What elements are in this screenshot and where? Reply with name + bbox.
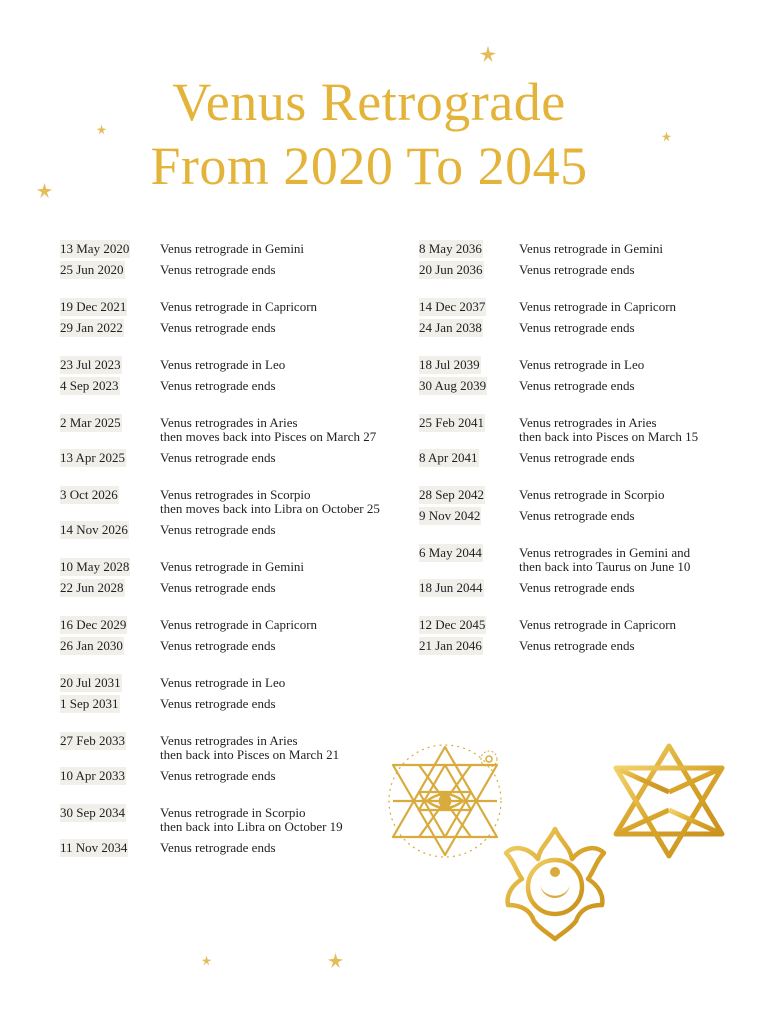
date-label: 20 Jun 2036	[419, 262, 483, 277]
event-description: Venus retrograde ends	[519, 262, 635, 277]
retrograde-end-row	[60, 696, 380, 713]
star-icon	[36, 182, 53, 199]
title-line-2: From 2020 To 2045	[150, 136, 588, 196]
retrograde-start-row	[60, 415, 380, 446]
event-description: Venus retrograde in Leo	[160, 675, 286, 690]
date-cell	[419, 299, 519, 316]
retrograde-start-row	[60, 805, 380, 836]
date-cell	[60, 262, 160, 279]
date-cell	[419, 357, 519, 374]
date-label: 30 Sep 2034	[60, 805, 125, 820]
date-cell	[60, 487, 160, 504]
event-description: Venus retrograde ends	[160, 378, 276, 393]
date-label: 18 Jul 2039	[419, 357, 480, 372]
date-label: 11 Nov 2034	[60, 840, 128, 855]
retrograde-start-row	[419, 241, 698, 258]
date-cell	[60, 241, 160, 258]
event-description: Venus retrograde ends	[519, 450, 635, 465]
event-description: Venus retrograde ends	[160, 840, 276, 855]
date-cell	[419, 638, 519, 655]
retrograde-start-row	[60, 357, 380, 374]
retrograde-entry	[419, 617, 698, 655]
event-description: Venus retrograde in Capricorn	[519, 617, 677, 632]
retrograde-end-row	[60, 840, 380, 857]
date-cell	[419, 508, 519, 525]
retrograde-start-row	[60, 487, 380, 518]
event-description: Venus retrograde in Scorpio	[519, 487, 665, 502]
event-description: Venus retrograde in Leo	[519, 357, 645, 372]
date-cell	[60, 415, 160, 432]
retrograde-end-row	[419, 378, 698, 395]
date-label: 13 Apr 2025	[60, 450, 125, 465]
event-description: Venus retrograde in Gemini	[519, 241, 664, 256]
date-label: 8 May 2036	[419, 241, 482, 256]
retrograde-entry	[60, 675, 380, 713]
retrograde-start-row	[419, 299, 698, 316]
retrograde-start-row	[419, 357, 698, 374]
date-label: 14 Dec 2037	[419, 299, 486, 314]
date-cell	[60, 559, 160, 576]
retrograde-end-row	[60, 580, 380, 597]
star-icon	[661, 131, 672, 142]
retrograde-entry	[60, 487, 380, 539]
event-description: Venus retrograde in Leo	[160, 357, 286, 372]
retrograde-entry	[60, 241, 380, 279]
retrograde-end-row	[60, 262, 380, 279]
retrograde-start-row	[419, 415, 698, 446]
date-cell	[419, 487, 519, 504]
event-description: Venus retrograde ends	[160, 320, 276, 335]
retrograde-start-row	[60, 241, 380, 258]
date-cell	[419, 450, 519, 467]
date-cell	[60, 450, 160, 467]
event-description: Venus retrograde ends	[160, 262, 276, 277]
date-cell	[60, 840, 160, 857]
date-cell	[60, 768, 160, 785]
lotus-crescent-icon	[500, 825, 610, 943]
date-label: 24 Jan 2038	[419, 320, 482, 335]
date-label: 20 Jul 2031	[60, 675, 121, 690]
date-label: 14 Nov 2026	[60, 522, 128, 537]
retrograde-end-row	[60, 378, 380, 395]
date-label: 4 Sep 2023	[60, 378, 119, 393]
date-label: 2 Mar 2025	[60, 415, 121, 430]
retrograde-end-row	[419, 320, 698, 337]
date-cell	[60, 638, 160, 655]
retrograde-entry	[60, 357, 380, 395]
date-label: 10 May 2028	[60, 559, 130, 574]
retrograde-entry	[60, 415, 380, 467]
event-description: Venus retrogrades in Aries then back into Pisces on March 21	[160, 733, 340, 762]
retrograde-entry	[60, 805, 380, 857]
merkaba-icon	[612, 742, 727, 860]
date-cell	[60, 357, 160, 374]
date-label: 23 Jul 2023	[60, 357, 121, 372]
date-cell	[419, 378, 519, 395]
date-cell	[60, 617, 160, 634]
retrograde-end-row	[419, 580, 698, 597]
event-description: Venus retrograde ends	[160, 768, 276, 783]
retrograde-start-row	[419, 617, 698, 634]
date-label: 12 Dec 2045	[419, 617, 486, 632]
retrograde-start-row	[60, 733, 380, 764]
date-label: 21 Jan 2046	[419, 638, 482, 653]
star-icon	[479, 45, 497, 63]
date-cell	[60, 696, 160, 713]
date-label: 26 Jan 2030	[60, 638, 123, 653]
date-cell	[419, 617, 519, 634]
date-label: 19 Dec 2021	[60, 299, 127, 314]
retrograde-entry	[419, 299, 698, 337]
retrograde-end-row	[419, 638, 698, 655]
retrograde-start-row	[60, 299, 380, 316]
retrograde-entry	[60, 299, 380, 337]
retrograde-start-row	[60, 675, 380, 692]
date-cell	[60, 320, 160, 337]
star-icon	[327, 952, 344, 969]
retrograde-entry	[419, 415, 698, 467]
event-description: Venus retrograde ends	[519, 320, 635, 335]
date-cell	[419, 415, 519, 432]
event-description: Venus retrograde ends	[519, 638, 635, 653]
date-cell	[60, 675, 160, 692]
date-label: 25 Jun 2020	[60, 262, 124, 277]
date-cell	[60, 378, 160, 395]
star-icon	[96, 124, 107, 135]
event-description: Venus retrograde ends	[160, 696, 276, 711]
retrograde-entry	[60, 617, 380, 655]
date-label: 1 Sep 2031	[60, 696, 119, 711]
retrograde-entry	[60, 559, 380, 597]
date-label: 30 Aug 2039	[419, 378, 487, 393]
date-cell	[419, 320, 519, 337]
date-label: 22 Jun 2028	[60, 580, 124, 595]
date-label: 8 Apr 2041	[419, 450, 478, 465]
left-column	[60, 241, 380, 877]
retrograde-start-row	[60, 559, 380, 576]
retrograde-end-row	[60, 522, 380, 539]
event-description: Venus retrogrades in Aries then back into Pisces on March 15	[519, 415, 699, 444]
retrograde-end-row	[60, 320, 380, 337]
date-cell	[419, 545, 519, 562]
page-title	[0, 70, 738, 198]
event-description: Venus retrograde ends	[519, 378, 635, 393]
event-description: Venus retrograde in Scorpio then back into Libra on October 19	[160, 805, 343, 834]
retrograde-end-row	[419, 450, 698, 467]
event-description: Venus retrograde ends	[160, 580, 276, 595]
event-description: Venus retrogrades in Scorpio then moves back into Libra on October 25	[160, 487, 380, 516]
retrograde-end-row	[419, 508, 698, 525]
event-description: Venus retrograde ends	[519, 580, 635, 595]
date-cell	[60, 805, 160, 822]
event-description: Venus retrogrades in Gemini and then back into Taurus on June 10	[519, 545, 691, 574]
star-icon	[201, 955, 212, 966]
date-cell	[419, 241, 519, 258]
date-cell	[60, 733, 160, 750]
retrograde-entry	[60, 733, 380, 785]
event-description: Venus retrograde in Gemini	[160, 559, 305, 574]
sri-yantra-eye-icon	[385, 743, 505, 863]
event-description: Venus retrograde in Capricorn	[160, 617, 318, 632]
retrograde-end-row	[419, 262, 698, 279]
date-label: 10 Apr 2033	[60, 768, 125, 783]
event-description: Venus retrograde ends	[160, 450, 276, 465]
retrograde-entry	[419, 357, 698, 395]
retrograde-end-row	[60, 768, 380, 785]
date-label: 3 Oct 2026	[60, 487, 118, 502]
retrograde-end-row	[60, 450, 380, 467]
date-cell	[60, 299, 160, 316]
date-cell	[60, 522, 160, 539]
date-cell	[60, 580, 160, 597]
date-label: 27 Feb 2033	[60, 733, 125, 748]
event-description: Venus retrogrades in Aries then moves back into Pisces on March 27	[160, 415, 377, 444]
date-label: 29 Jan 2022	[60, 320, 123, 335]
right-column	[419, 241, 698, 675]
retrograde-entry	[419, 487, 698, 525]
date-cell	[419, 580, 519, 597]
date-label: 13 May 2020	[60, 241, 130, 256]
retrograde-entry	[419, 241, 698, 279]
retrograde-end-row	[60, 638, 380, 655]
event-description: Venus retrograde in Gemini	[160, 241, 305, 256]
date-label: 18 Jun 2044	[419, 580, 483, 595]
event-description: Venus retrograde in Capricorn	[160, 299, 318, 314]
title-line-1: Venus Retrograde	[172, 72, 566, 132]
date-label: 16 Dec 2029	[60, 617, 127, 632]
retrograde-entry	[419, 545, 698, 597]
date-label: 6 May 2044	[419, 545, 482, 560]
event-description: Venus retrograde ends	[160, 522, 276, 537]
retrograde-start-row	[60, 617, 380, 634]
date-label: 9 Nov 2042	[419, 508, 481, 523]
event-description: Venus retrograde in Capricorn	[519, 299, 677, 314]
event-description: Venus retrograde ends	[519, 508, 635, 523]
date-cell	[419, 262, 519, 279]
retrograde-start-row	[419, 487, 698, 504]
event-description: Venus retrograde ends	[160, 638, 276, 653]
retrograde-start-row	[419, 545, 698, 576]
date-label: 28 Sep 2042	[419, 487, 484, 502]
date-label: 25 Feb 2041	[419, 415, 484, 430]
